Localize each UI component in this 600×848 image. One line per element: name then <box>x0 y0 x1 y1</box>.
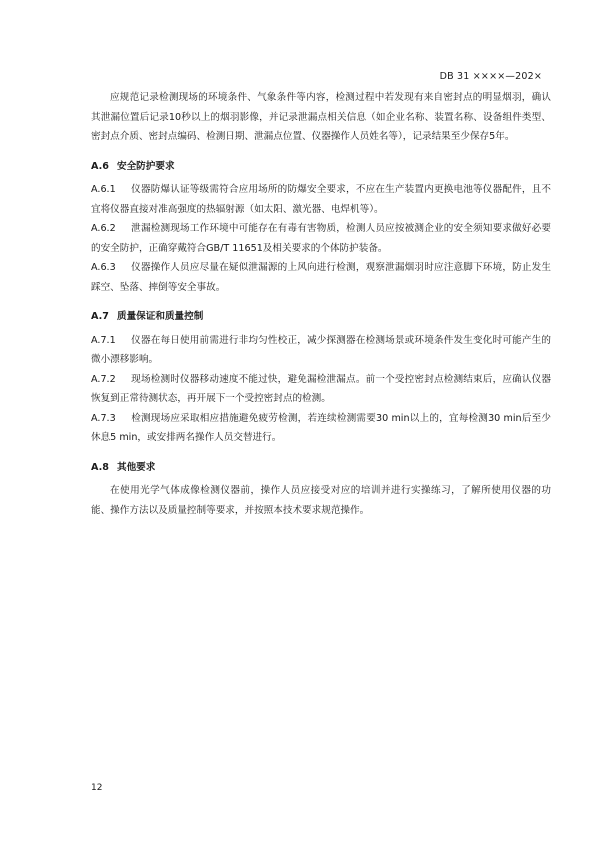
clause-a6-2 <box>91 219 551 258</box>
clause-number: A.7.3 <box>91 412 116 424</box>
clause-a7-3 <box>91 409 551 448</box>
clause-a6-1 <box>91 180 551 219</box>
clause-a6-3 <box>91 258 551 297</box>
clause-number: A.6.1 <box>91 184 116 195</box>
clause-text: 检测现场应采取相应措施避免疲劳检测，若连续检测需要30 min以上的，宜每检测30 min后至少休息5 min，或安排两名操作人员交替进行。 <box>91 412 551 443</box>
intro-paragraph: 应规范记录检测现场的环境条件、气象条件等内容，检测过程中若发现有来自密封点的明显烟羽，确认其泄漏位置后记录10秒以上的烟羽影像，并记录泄漏点相关信息（如企业名称、装置名称、设备组件类型、密封点介质、密封点编码、检测日期、泄漏点位置、仪器操作人员姓名等），记录结果至少保存5年。 <box>91 92 551 142</box>
clause-text: 仪器防爆认证等级需符合应用场所的防爆安全要求，不应在生产装置内更换电池等仪器配件，且不宜将仪器直接对准高强度的热辐射源（如太阳、激光器、电焊机等）。 <box>91 184 551 215</box>
section-number: A.8 <box>91 461 109 473</box>
clause-a7-1 <box>91 331 551 370</box>
section-heading-a7 <box>91 307 551 327</box>
section-title: 其他要求 <box>117 461 156 473</box>
clause-text: 现场检测时仪器移动速度不能过快，避免漏检泄漏点。前一个受控密封点检测结束后，应确认仪器恢复到正常待测状态，再开展下一个受控密封点的检测。 <box>91 373 551 404</box>
section-title: 安全防护要求 <box>117 160 175 172</box>
clause-text: 泄漏检测现场工作环境中可能存在有毒有害物质，检测人员应按被测企业的安全须知要求做好必要的安全防护，正确穿戴符合GB/T 11651及相关要求的个体防护装备。 <box>91 223 551 254</box>
clause-a7-2 <box>91 370 551 409</box>
section-heading-a6 <box>91 157 551 177</box>
section-heading-a8 <box>91 458 551 478</box>
clause-number: A.6.2 <box>91 223 116 234</box>
clause-text: 仪器操作人员应尽量在疑似泄漏源的上风向进行检测，观察泄漏烟羽时应注意脚下环境，防止发生踩空、坠落、摔倒等安全事故。 <box>91 262 551 293</box>
document-code: DB 31 ××××—202× <box>439 71 542 82</box>
clause-a8-text: 在使用光学气体成像检测仪器前，操作人员应接受对应的培训并进行实操练习，了解所使用仪器的功能、操作方法以及质量控制等要求，并按照本技术要求规范操作。 <box>91 485 551 516</box>
section-number: A.7 <box>91 311 109 322</box>
section-number: A.6 <box>91 160 109 172</box>
clause-number: A.7.2 <box>91 373 116 385</box>
clause-text: 仪器在每日使用前需进行非均匀性校正，减少探测器在检测场景或环境条件发生变化时可能产生的微小漂移影响。 <box>91 334 551 365</box>
page-number: 12 <box>91 783 103 793</box>
page-content <box>91 88 551 520</box>
clause-number: A.6.3 <box>91 262 116 273</box>
section-title: 质量保证和质量控制 <box>117 311 204 322</box>
clause-number: A.7.1 <box>91 334 116 346</box>
